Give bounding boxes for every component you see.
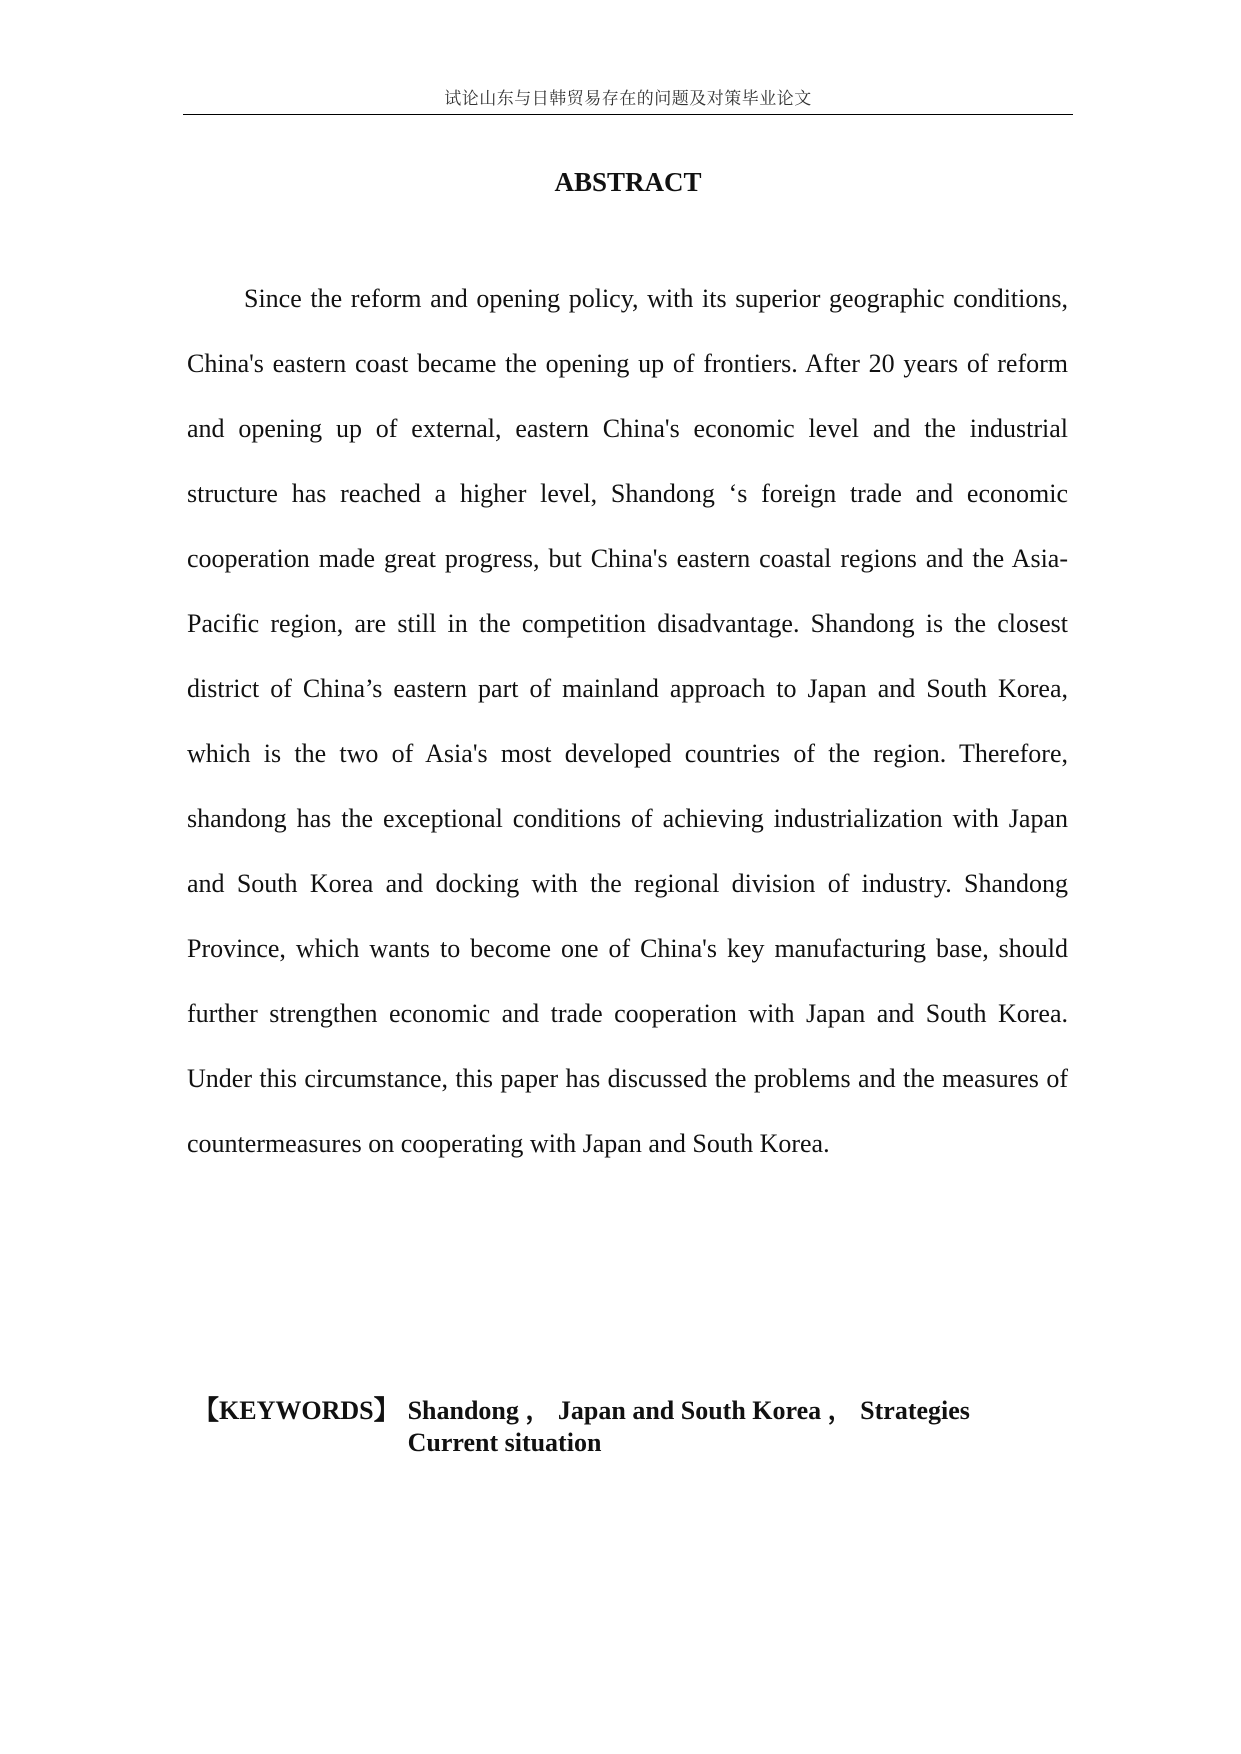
keyword-separator: ，: [518, 1396, 558, 1425]
keyword-term: Japan and South Korea: [557, 1396, 822, 1425]
running-header-title: 试论山东与日韩贸易存在的问题及对策毕业论文: [444, 89, 812, 109]
keyword-separator: ，: [821, 1396, 861, 1425]
abstract-body: Since the reform and opening policy, with its superior geographic conditions, China's eastern coast became the opening up of frontiers. After 20 years of reform and opening up of external, eastern China's economic level and the industrial structure has reached a higher level, Shandong ‘s foreign trade and economic cooperation made great progress, but China's eastern coastal regions and the Asia-Pacific region, are still in the competition disadvantage. Shandong is the closest district of China’s eastern part of mainland approach to Japan and South Korea, which is the two of Asia's most developed countries of the region. Therefore, shandong has the exceptional conditions of achieving industrialization with Japan and South Korea and docking with the regional division of industry. Shandong Province, which wants to become one of China's key manufacturing base, should further strengthen economic and trade cooperation with Japan and South Korea. Under this circumstance, this paper has discussed the problems and the measures of countermeasures on cooperating with Japan and South Korea.: [187, 284, 1068, 1158]
running-header: [183, 84, 1073, 115]
keyword-term: Shandong: [407, 1396, 519, 1425]
keywords-list: [400, 1395, 1073, 1459]
keyword-term: Current situation: [407, 1428, 602, 1457]
keywords-label: 【KEYWORDS】: [193, 1396, 400, 1425]
keywords-section: [193, 1395, 1073, 1459]
abstract-heading: ABSTRACT: [554, 167, 702, 197]
keyword-term: Strategies: [860, 1396, 970, 1425]
